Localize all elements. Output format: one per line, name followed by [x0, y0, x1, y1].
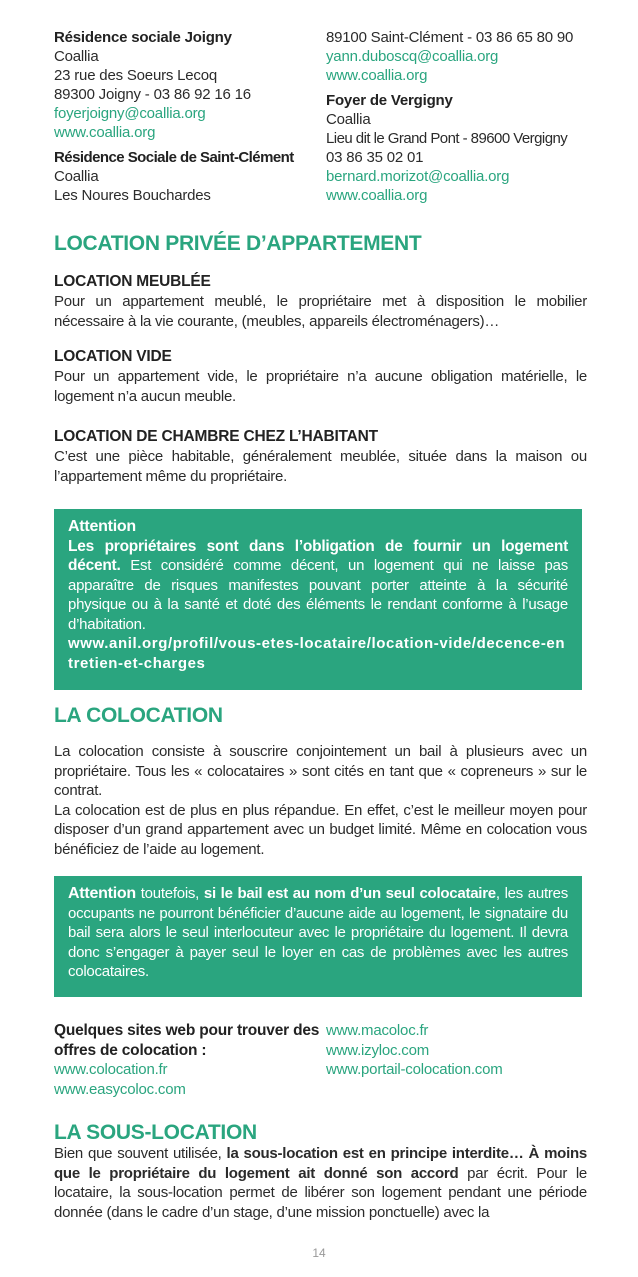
contact-org: Coallia — [326, 111, 371, 128]
attention-bold-text: Les propriétaires sont dans l’obligation de fournir un logement décent. — [68, 537, 568, 574]
attention-box-decent-housing — [54, 509, 582, 690]
sous-location-paragraph — [54, 1144, 587, 1222]
contacts-right-column — [326, 28, 594, 205]
websites-right-column — [326, 1021, 594, 1099]
sous-location-bold-text: la sous-location est en principe interdite… À moins que le propriétaire du logement ait donné son accord — [54, 1145, 587, 1182]
contact-org: Coallia — [54, 168, 99, 185]
contacts-block — [54, 28, 594, 205]
colocation-paragraph-1: La colocation consiste à souscrire conjointement un bail à plusieurs avec un propriétaire. Tous les « colocataires » sont cités en tant que « copreneurs » sur le contrat. — [54, 743, 587, 799]
subsection-text: Pour un appartement meublé, le propriétaire met à disposition le mobilier nécessaire à la vie courante, (meubles, appareils électroménagers)… — [54, 293, 587, 330]
contact-address: Lieu dit le Grand Pont - 89600 Vergigny — [326, 130, 568, 147]
contact-saint-clement — [54, 148, 326, 205]
section-title-location-privee: LOCATION PRIVÉE D’APPARTEMENT — [54, 232, 422, 255]
contact-address: Les Noures Bouchardes — [54, 187, 211, 204]
section-title-colocation: LA COLOCATION — [54, 704, 223, 727]
contact-web-link[interactable]: www.coallia.org — [54, 124, 156, 141]
colocation-paragraph-2: La colocation est de plus en plus répandue. En effet, c’est le meilleur moyen pour disposer d’un grand appartement avec un budget limité. Même en colocation vous bénéficiez de l’aide au logement. — [54, 801, 587, 858]
sous-location-text-part1: Bien que souvent utilisée, — [54, 1145, 227, 1162]
attention-box-colocation — [54, 876, 582, 997]
contact-name: Foyer de Vergigny — [326, 92, 453, 109]
website-link[interactable]: www.izyloc.com — [326, 1041, 430, 1059]
contact-email-link[interactable]: foyerjoigny@coallia.org — [54, 105, 206, 122]
websites-title: Quelques sites web pour trouver des offres de colocation : — [54, 1022, 320, 1059]
sous-location-text-part2: par écrit. Pour le locataire, la sous-location permet de libérer son logement pendant une période donnée (dans le cadre d’un stage, d’une mission ponctuelle) avec la — [54, 1164, 588, 1221]
location-chambre — [54, 427, 587, 486]
attention-text-part1: toutefois, — [135, 885, 204, 902]
coloc-websites — [54, 1021, 594, 1099]
subsection-title: LOCATION MEUBLÉE — [54, 273, 211, 290]
anil-link[interactable]: www.anil.org/profil/vous-etes-locataire/location-vide/decence-entretien-et-charges — [68, 635, 566, 672]
attention-text — [68, 884, 568, 982]
contact-city-phone: 89300 Joigny - 03 86 92 16 16 — [54, 86, 251, 103]
attention-text-part2: , les autres occupants ne pourront bénéficier d’aucune aide au logement, le signataire du bail sera alors le seul interlocuteur avec le propriétaire du logement. Il devra donc s’engager à payer seul le loyer en cas de problèmes avec les autres colocataires. — [68, 885, 568, 980]
location-vide — [54, 347, 587, 406]
attention-text — [68, 537, 568, 635]
website-link[interactable]: www.easycoloc.com — [54, 1080, 186, 1098]
contact-org: Coallia — [54, 48, 99, 65]
attention-title: Attention — [68, 518, 136, 535]
contact-vergigny — [326, 91, 594, 205]
contact-web-link[interactable]: www.coallia.org — [326, 67, 428, 84]
subsection-title: LOCATION DE CHAMBRE CHEZ L’HABITANT — [54, 428, 378, 445]
contact-web-link[interactable]: www.coallia.org — [326, 187, 428, 204]
contacts-left-column — [54, 28, 326, 205]
location-meublee — [54, 272, 587, 331]
website-link[interactable]: www.macoloc.fr — [326, 1022, 429, 1039]
attention-body-text: Est considéré comme décent, un logement qui ne laisse pas apparaître de risques manifestes pouvant porter atteinte à la sécurité physique ou à la santé et doté des éléments le rendant conforme à l’usage d’habitation. — [68, 557, 568, 633]
contact-joigny — [54, 28, 326, 142]
section-title-sous-location: LA SOUS-LOCATION — [54, 1121, 257, 1144]
page-number: 14 — [312, 1246, 326, 1260]
contact-address: 23 rue des Soeurs Lecoq — [54, 67, 218, 84]
contact-saint-clement-cont — [326, 28, 594, 85]
contact-city-phone: 89100 Saint-Clément - 03 86 65 80 90 — [326, 29, 574, 46]
contact-name: Résidence sociale Joigny — [54, 29, 232, 46]
contact-email-link[interactable]: bernard.morizot@coallia.org — [326, 168, 510, 185]
website-link[interactable]: www.colocation.fr — [54, 1061, 168, 1078]
website-link[interactable]: www.portail-colocation.com — [326, 1061, 503, 1078]
colocation-body — [54, 742, 587, 859]
subsection-title: LOCATION VIDE — [54, 348, 172, 365]
subsection-text: Pour un appartement vide, le propriétaire n’a aucune obligation matérielle, le logement n’a aucun meuble. — [54, 368, 587, 405]
subsection-text: C’est une pièce habitable, généralement meublée, située dans la maison ou l’appartement même du propriétaire. — [54, 448, 587, 485]
attention-bold-text: si le bail est au nom d’un seul colocataire — [203, 885, 496, 902]
contact-email-link[interactable]: yann.duboscq@coallia.org — [326, 48, 499, 65]
sous-location-body — [54, 1144, 587, 1222]
websites-left-column — [54, 1021, 326, 1099]
contact-phone: 03 86 35 02 01 — [326, 149, 424, 166]
contact-name: Résidence Sociale de Saint-Clément — [54, 149, 294, 166]
attention-title: Attention — [68, 885, 136, 902]
